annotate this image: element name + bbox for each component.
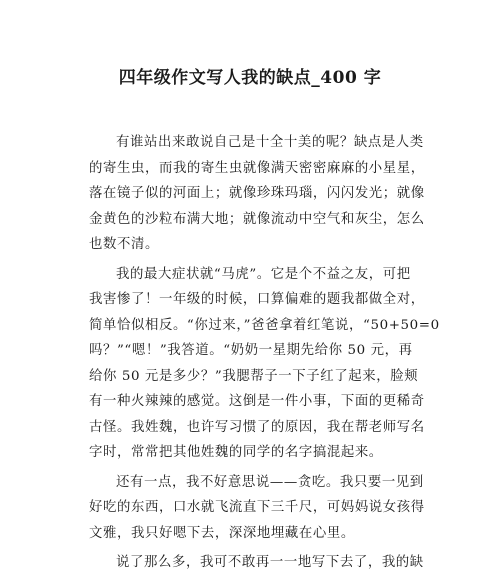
text-line: 字时，常常把其他姓魏的同学的名字搞混起来。 — [89, 445, 383, 460]
paragraph-3 — [89, 470, 425, 547]
text-line: 文雅，我只好嗯下去，深深地埋藏在心里。 — [89, 525, 355, 541]
text-line: 我的最大症状就“马虎”。它是个不益之友，可把 — [116, 266, 411, 282]
text-line: 也数不清。 — [89, 237, 159, 252]
text-line: 好吃的东西，口水就飞流直下三千尺，可妈妈说女孩得 — [89, 500, 425, 515]
paragraph-1 — [89, 130, 425, 258]
page-title: 四年级作文写人我的缺点_400 字 — [118, 68, 382, 88]
text-line: 简单恰似相反。“你过来，”爸爸拿着红笔说，“50+50=0 — [89, 317, 440, 333]
text-line: 的寄生虫，而我的寄生虫就像满天密密麻麻的小星星， — [89, 160, 425, 176]
paragraph-4 — [89, 550, 424, 576]
text-line: 有谁站出来敢说自己是十全十美的呢？缺点是人类 — [116, 135, 424, 150]
text-line: 我害惨了！一年级的时候，口算偏难的题我都做全对， — [89, 292, 425, 307]
text-line: 还有一点，我不好意思说——贪吃。我只要一见到 — [116, 474, 424, 490]
text-line: 有一种火辣辣的感觉。这倒是一件小事，下面的更稀奇 — [89, 394, 425, 409]
text-line: 古怪。我姓魏，也许写习惯了的原因，我在帮老师写名 — [89, 419, 425, 435]
text-line: 说了那么多，我可不敢再一一地写下去了，我的缺 — [116, 555, 424, 570]
text-line: 金黄色的沙粒布满大地；就像流动中空气和灰尘，怎么 — [89, 211, 425, 227]
text-line: 落在镜子似的河面上；就像珍珠玛瑙，闪闪发光；就像 — [89, 186, 425, 201]
text-line: 给你 50 元是多少？”我腮帮子一下子红了起来，脸颊 — [89, 368, 419, 384]
essay-body — [89, 130, 440, 580]
text-line: 吗？”“嗯！”我答道。“奶奶一星期先给你 50 元，再 — [89, 343, 413, 358]
paragraph-2 — [89, 262, 440, 466]
